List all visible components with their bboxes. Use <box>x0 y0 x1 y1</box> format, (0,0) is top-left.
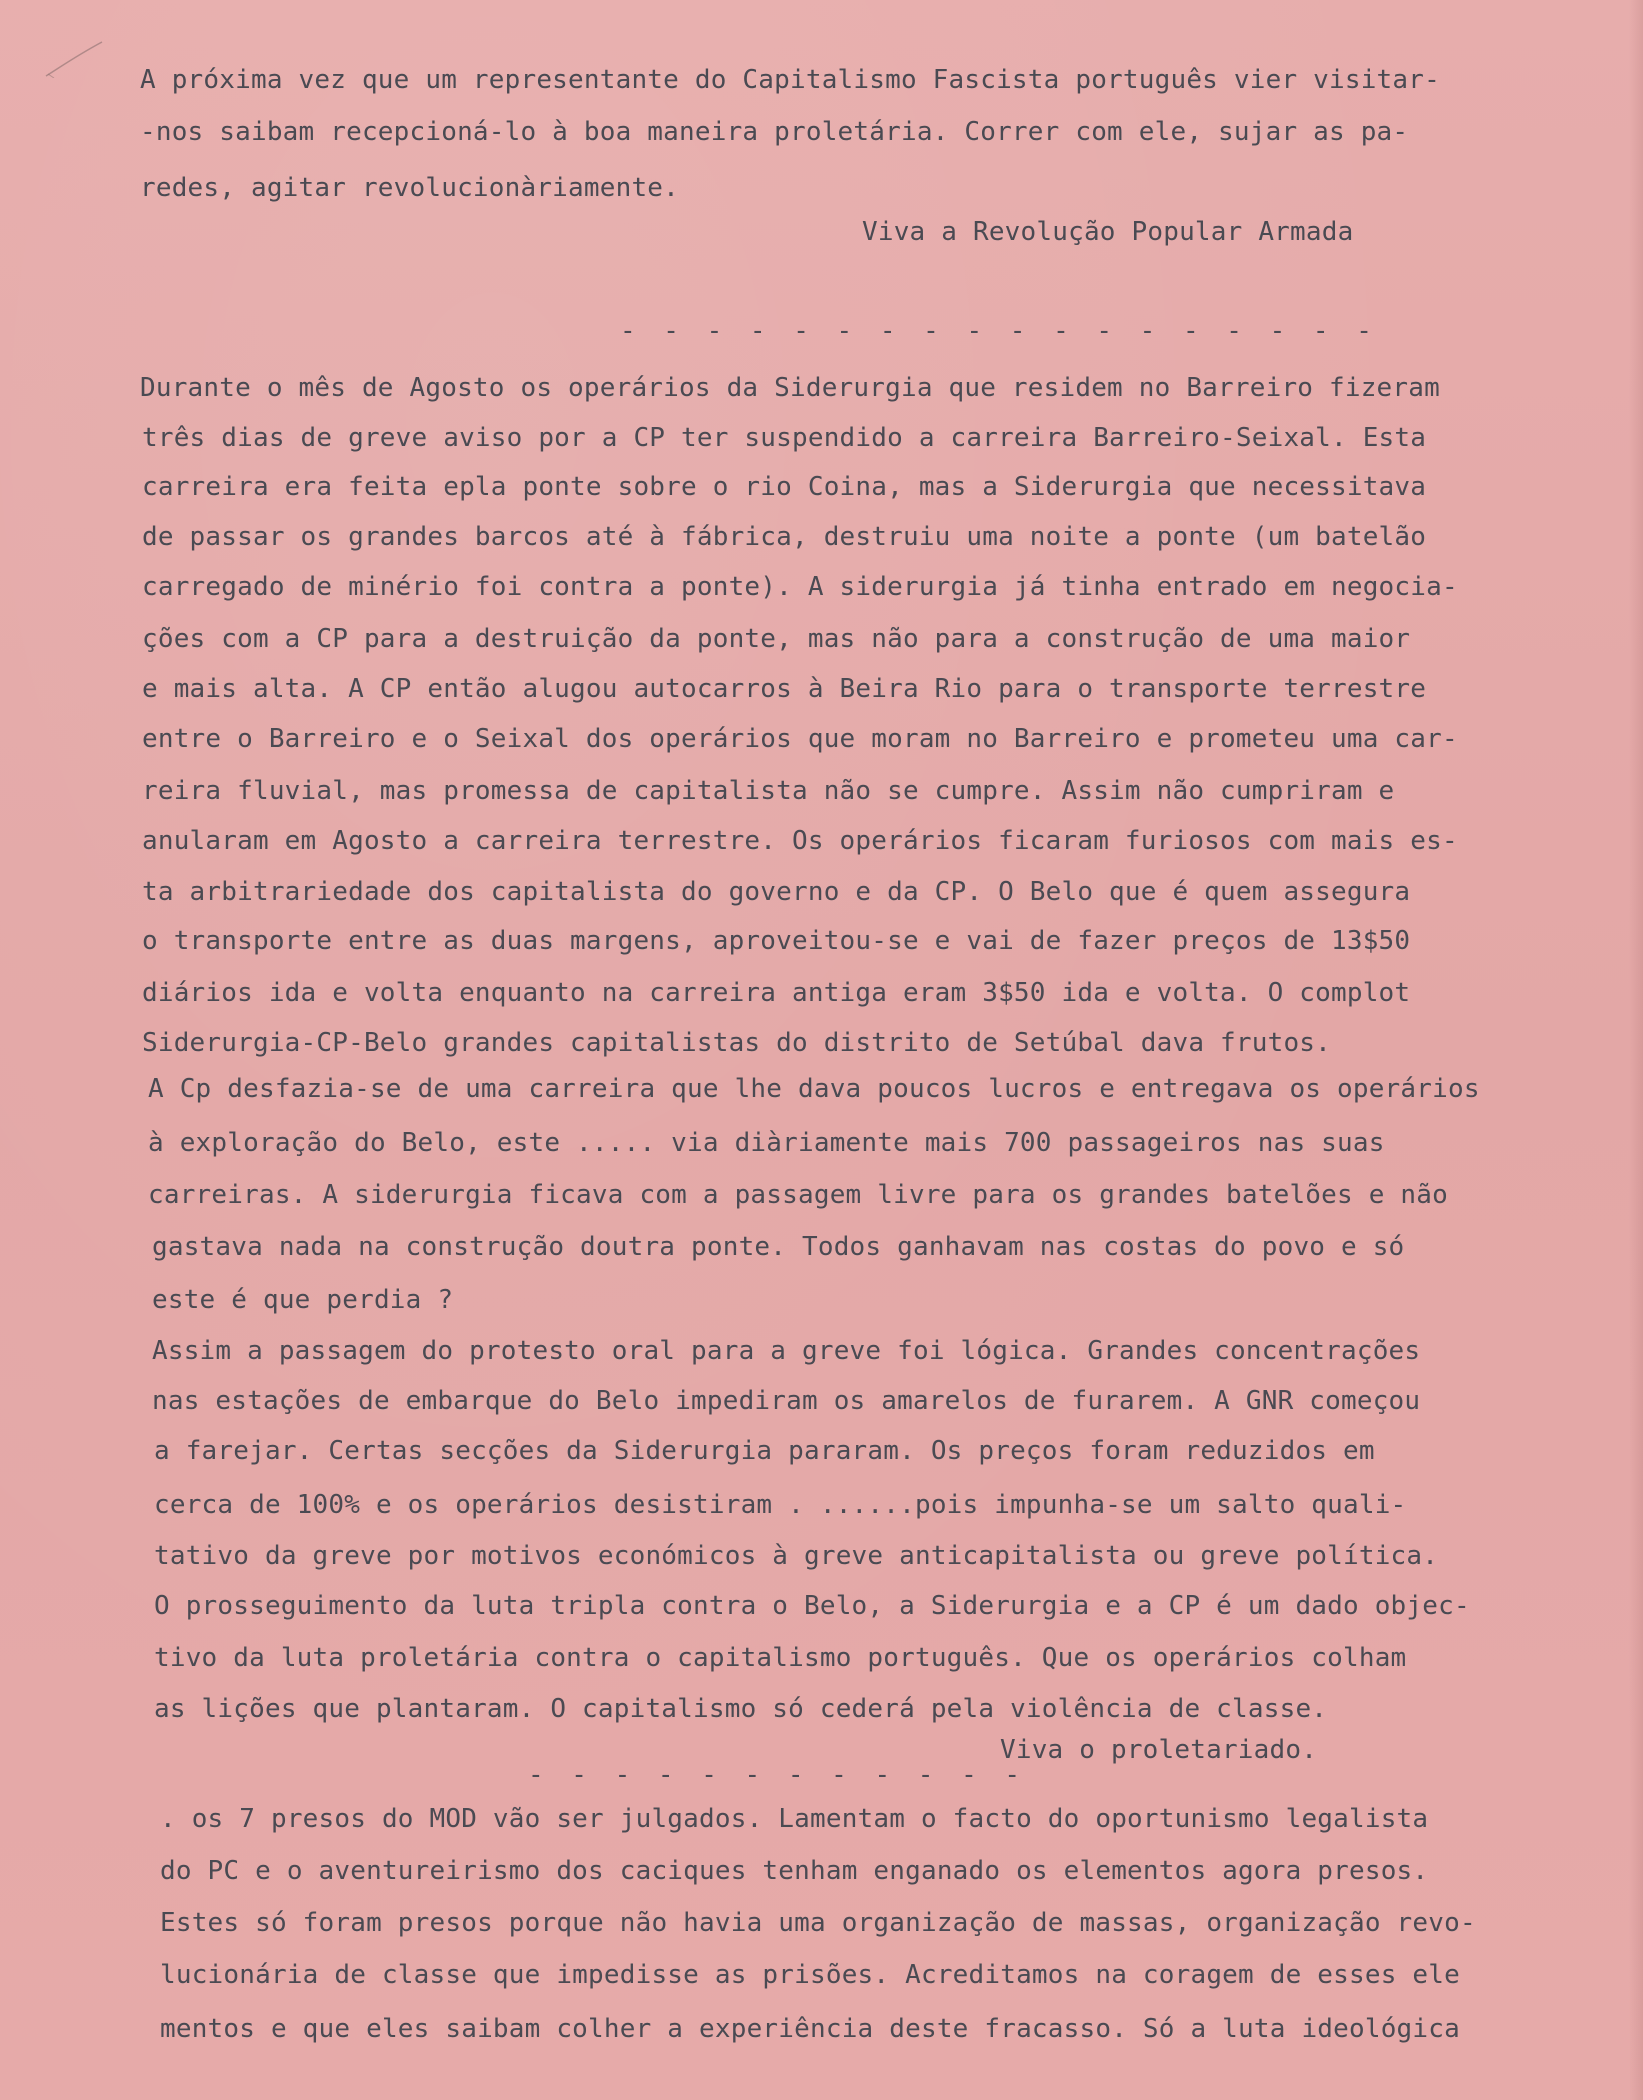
siderurgia-line-9: reira fluvial, mas promessa de capitalista não se cumpre. Assim não cumpriram e <box>142 776 1395 806</box>
siderurgia-line-26: tivo da luta proletária contra o capitalismo português. Que os operários colham <box>154 1643 1407 1673</box>
paper-edge-shadow <box>1629 0 1643 2100</box>
siderurgia-line-2: três dias de greve aviso por a CP ter suspendido a carreira Barreiro-Seixal. Esta <box>142 423 1427 453</box>
section-divider-1: - - - - - - - - - - - - - - - - - - <box>620 316 1378 346</box>
siderurgia-line-18: gastava nada na construção doutra ponte. Todos ganhavam nas costas do povo e só <box>152 1232 1405 1262</box>
siderurgia-line-8: entre o Barreiro e o Seixal dos operários que moram no Barreiro e prometeu uma car- <box>142 724 1458 754</box>
intro-line-1: A próxima vez que um representante do Capitalismo Fascista português vier visitar- <box>140 65 1440 95</box>
siderurgia-line-25: O prosseguimento da luta tripla contra o Belo, a Siderurgia e a CP é um dado objec- <box>154 1591 1470 1621</box>
siderurgia-line-19: este é que perdia ? <box>152 1285 454 1315</box>
siderurgia-line-6: ções com a CP para a destruição da ponte, mas não para a construção de uma maior <box>142 624 1411 654</box>
siderurgia-line-5: carregado de minério foi contra a ponte). A siderurgia já tinha entrado em negocia- <box>142 572 1458 602</box>
siderurgia-line-21: nas estações de embarque do Belo impediram os amarelos de furarem. A GNR começou <box>152 1386 1421 1416</box>
paper-crease-mark <box>44 38 114 78</box>
siderurgia-line-10: anularam em Agosto a carreira terrestre. Os operários ficaram furiosos com mais es- <box>142 826 1458 856</box>
siderurgia-line-20: Assim a passagem do protesto oral para a greve foi lógica. Grandes concentrações <box>152 1336 1421 1366</box>
intro-line-2: -nos saibam recepcioná-lo à boa maneira proletária. Correr com ele, sujar as pa- <box>140 117 1409 147</box>
section-divider-2: - - - - - - - - - - - - <box>528 1760 1027 1790</box>
siderurgia-line-27: as lições que plantaram. O capitalismo só cederá pela violência de classe. <box>154 1694 1328 1724</box>
siderurgia-closing: Viva o proletariado. <box>1000 1735 1318 1765</box>
siderurgia-line-11: ta arbitrariedade dos capitalista do governo e da CP. O Belo que é quem assegura <box>142 877 1411 907</box>
siderurgia-line-7: e mais alta. A CP então alugou autocarros à Beira Rio para o transporte terrestre <box>142 674 1427 704</box>
intro-line-3: redes, agitar revolucionàriamente. <box>140 173 680 203</box>
siderurgia-line-15: A Cp desfazia-se de uma carreira que lhe dava poucos lucros e entregava os operários <box>148 1074 1480 1104</box>
mod-line-1: . os 7 presos do MOD vão ser julgados. Lamentam o facto do oportunismo legalista <box>160 1804 1429 1834</box>
siderurgia-line-12: o transporte entre as duas margens, aproveitou-se e vai de fazer preços de 13$50 <box>142 926 1411 956</box>
mod-line-3: Estes só foram presos porque não havia uma organização de massas, organização revo- <box>160 1908 1476 1938</box>
intro-closing: Viva a Revolução Popular Armada <box>862 217 1354 247</box>
siderurgia-line-14: Siderurgia-CP-Belo grandes capitalistas do distrito de Setúbal dava frutos. <box>142 1028 1331 1058</box>
siderurgia-line-24: tativo da greve por motivos económicos à greve anticapitalista ou greve política. <box>154 1541 1439 1571</box>
mod-line-4: lucionária de classe que impedisse as prisões. Acreditamos na coragem de esses ele <box>160 1960 1460 1990</box>
siderurgia-line-17: carreiras. A siderurgia ficava com a passagem livre para os grandes batelões e não <box>148 1180 1448 1210</box>
siderurgia-line-23: cerca de 100% e os operários desistiram . ......pois impunha-se um salto quali- <box>154 1490 1407 1520</box>
siderurgia-line-13: diários ida e volta enquanto na carreira antiga eram 3$50 ida e volta. O complot <box>142 978 1411 1008</box>
siderurgia-line-16: à exploração do Belo, este ..... via diàriamente mais 700 passageiros nas suas <box>148 1128 1385 1158</box>
siderurgia-line-22: a farejar. Certas secções da Siderurgia pararam. Os preços foram reduzidos em <box>154 1436 1375 1466</box>
mod-line-5: mentos e que eles saibam colher a experiência deste fracasso. Só a luta ideológica <box>160 2014 1460 2044</box>
siderurgia-line-1: Durante o mês de Agosto os operários da Siderurgia que residem no Barreiro fizeram <box>140 373 1440 403</box>
mod-line-2: do PC e o aventureirismo dos caciques tenham enganado os elementos agora presos. <box>160 1856 1429 1886</box>
siderurgia-line-4: de passar os grandes barcos até à fábrica, destruiu uma noite a ponte (um batelão <box>142 522 1427 552</box>
siderurgia-line-3: carreira era feita epla ponte sobre o rio Coina, mas a Siderurgia que necessitava <box>142 472 1427 502</box>
